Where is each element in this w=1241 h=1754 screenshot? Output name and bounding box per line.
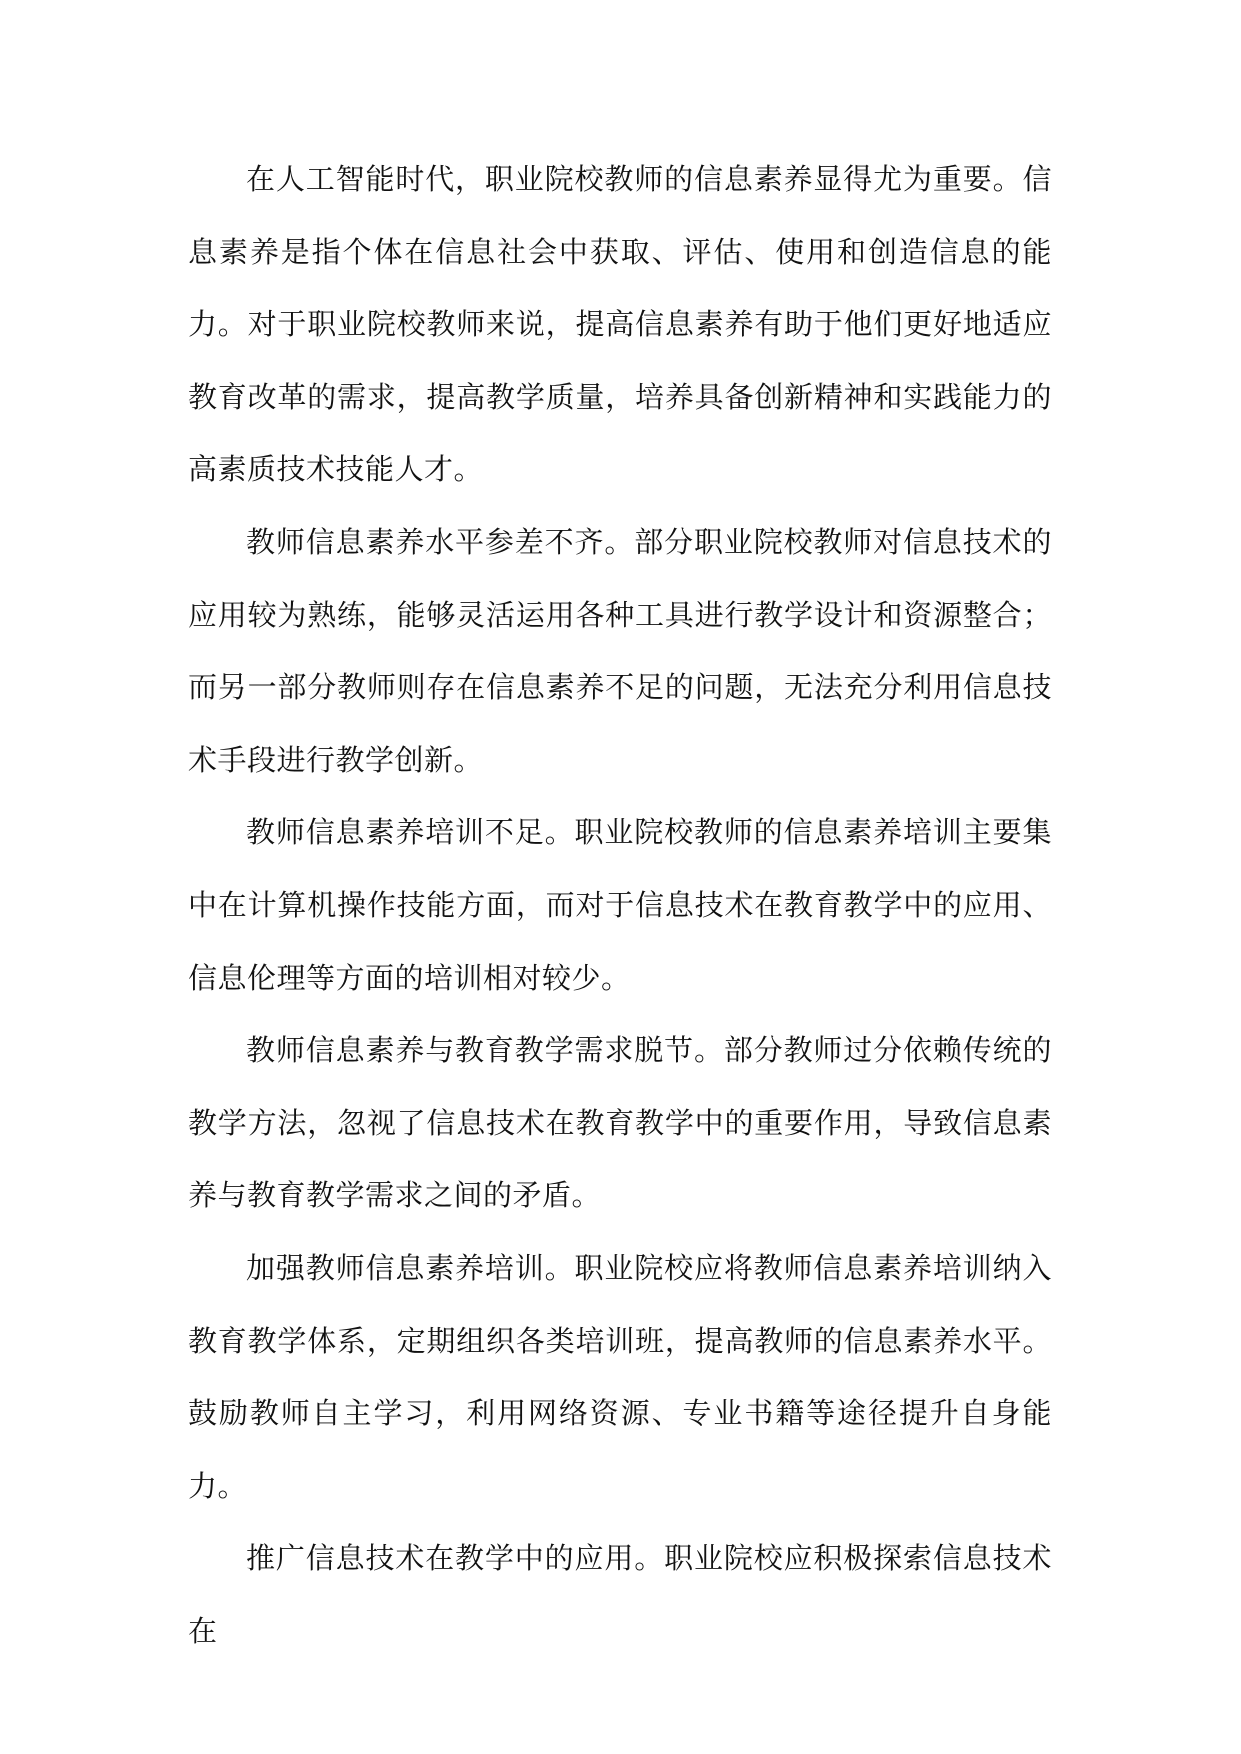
paragraph-5: 加强教师信息素养培训。职业院校应将教师信息素养培训纳入教育教学体系，定期组织各类培训班，提高教师的信息素养水平。鼓励教师自主学习，利用网络资源、专业书籍等途径提升自身能力。	[188, 1250, 1052, 1503]
paragraph-3: 教师信息素养培训不足。职业院校教师的信息素养培训主要集中在计算机操作技能方面，而对于信息技术在教育教学中的应用、信息伦理等方面的培训相对较少。	[188, 815, 1052, 995]
paragraph-4: 教师信息素养与教育教学需求脱节。部分教师过分依赖传统的教学方法，忽视了信息技术在教育教学中的重要作用，导致信息素养与教育教学需求之间的矛盾。	[188, 1033, 1052, 1213]
paragraph-6: 推广信息技术在教学中的应用。职业院校应积极探索信息技术在	[188, 1541, 1052, 1648]
paragraph-1: 在人工智能时代，职业院校教师的信息素养显得尤为重要。信息素养是指个体在信息社会中获取、评估、使用和创造信息的能力。对于职业院校教师来说，提高信息素养有助于他们更好地适应教育改革的需求，提高教学质量，培养具备创新精神和实践能力的高素质技术技能人才。	[188, 162, 1052, 487]
paragraph-2: 教师信息素养水平参差不齐。部分职业院校教师对信息技术的应用较为熟练，能够灵活运用各种工具进行教学设计和资源整合；而另一部分教师则存在信息素养不足的问题，无法充分利用信息技术手段进行教学创新。	[188, 524, 1052, 777]
document-body	[188, 143, 1052, 1667]
